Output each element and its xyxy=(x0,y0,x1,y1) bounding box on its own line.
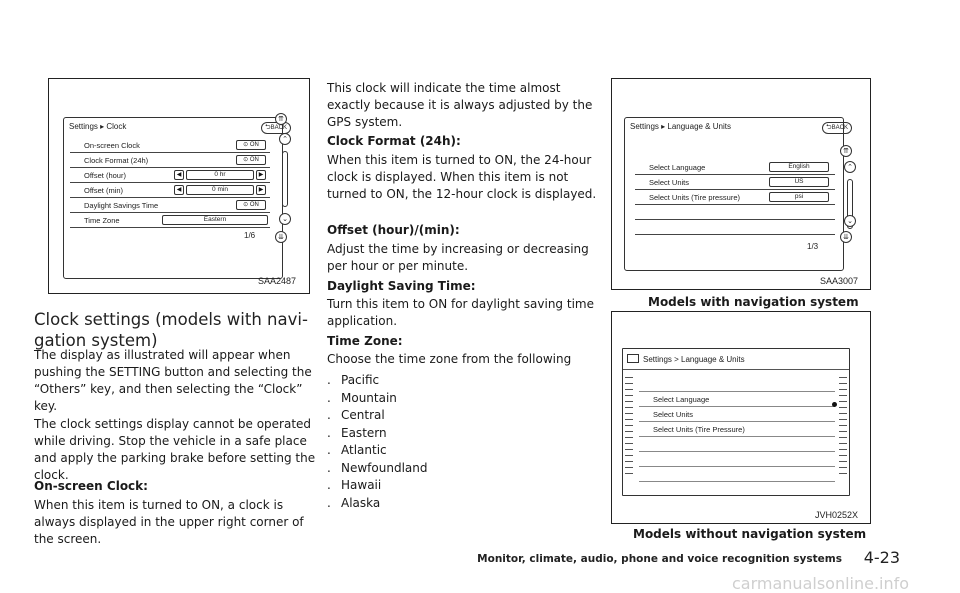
row-daylight-savings[interactable] xyxy=(70,198,270,213)
back-button[interactable]: ⮌BACK xyxy=(822,122,852,134)
clock-format-text: When this item is turned to ON, the 24-hour clock is displayed. When this item is not turned to ON, the 12-hour clock is displayed. xyxy=(327,153,597,201)
back-arrow-icon: ⮌ xyxy=(826,124,832,131)
onscreen-clock-toggle[interactable]: ⊙ ON xyxy=(236,140,266,150)
time-zone-value: Eastern xyxy=(162,215,268,225)
page-number: 4-23 xyxy=(863,548,900,567)
row-label: Time Zone xyxy=(84,216,120,225)
daylight-savings-toggle[interactable]: ⊙ ON xyxy=(236,200,266,210)
row-label: Select Units xyxy=(649,178,690,187)
page-footer xyxy=(460,548,900,570)
clock-format-title: Clock Format (24h): xyxy=(327,134,461,148)
units-value: US xyxy=(769,177,829,187)
figure-code: SAA2487 xyxy=(258,276,297,286)
row-select-tire-units[interactable] xyxy=(635,190,835,205)
scroll-top-icon[interactable]: ⇈ xyxy=(840,145,852,157)
chapter-title: Monitor, climate, audio, phone and voice recognition systems xyxy=(477,553,842,565)
increase-min-button[interactable]: ▶ xyxy=(256,185,266,195)
row-empty xyxy=(635,220,835,235)
warning-paragraph: The clock settings display cannot be operated while driving. Stop the vehicle in a safe place and apply the parking brake before setting the clock. xyxy=(34,417,316,482)
right-scale xyxy=(839,377,847,479)
intro-paragraph: The display as illustrated will appear when pushing the SETTING button and selecting the “Others” key, and then selecting the “Clock” key. xyxy=(34,348,312,413)
back-arrow-icon: ⮌ xyxy=(265,124,271,131)
onscreen-clock-title: On-screen Clock: xyxy=(34,479,148,493)
scroll-bottom-icon[interactable]: ⇊ xyxy=(275,231,287,243)
figure3-caption: Models without navigation system xyxy=(633,527,867,541)
offset-min-value: 0 min xyxy=(186,185,254,195)
figure-code: SAA3007 xyxy=(820,276,859,286)
language-units-screen xyxy=(624,117,848,271)
figure-language-units-no-nav xyxy=(611,311,871,524)
row-clock-format[interactable] xyxy=(70,153,270,168)
row-time-zone[interactable] xyxy=(70,213,270,228)
row-onscreen-clock[interactable] xyxy=(70,138,270,153)
left-scale xyxy=(625,377,633,479)
screen-header: Settings ▸ Language & Units xyxy=(630,122,731,131)
decrease-min-button[interactable]: ◀ xyxy=(174,185,184,195)
list-item: . Alaska xyxy=(327,495,381,510)
row-label: Select Units (Tire pressure) xyxy=(649,193,740,202)
row-select-language[interactable] xyxy=(635,160,835,175)
figure2-caption: Models with navigation system xyxy=(648,295,859,309)
indicator-icon: ⊙ xyxy=(243,142,250,148)
offset-title: Offset (hour)/(min): xyxy=(327,223,460,237)
row-select-units[interactable] xyxy=(639,407,835,422)
row-label: Daylight Savings Time xyxy=(84,201,159,210)
increase-hour-button[interactable]: ▶ xyxy=(256,170,266,180)
gps-paragraph: This clock will indicate the time almost exactly because it is always adjusted by the GPS system. xyxy=(327,81,593,129)
figure-clock-settings xyxy=(48,78,310,294)
daylight-saving-title: Daylight Saving Time: xyxy=(327,279,476,293)
row-label: Select Units (Tire Pressure) xyxy=(653,425,745,434)
row-label: On-screen Clock xyxy=(84,141,140,150)
watermark: carmanualsonline.info xyxy=(732,574,910,593)
row-offset-min[interactable] xyxy=(70,183,270,198)
decrease-hour-button[interactable]: ◀ xyxy=(174,170,184,180)
language-units-screen-no-nav xyxy=(622,348,850,496)
language-value: English xyxy=(769,162,829,172)
list-item: . Hawaii xyxy=(327,478,382,492)
row-empty xyxy=(639,467,835,482)
scroll-bottom-icon[interactable]: ⇊ xyxy=(840,231,852,243)
row-select-language[interactable] xyxy=(639,392,835,407)
list-item: . Atlantic xyxy=(327,443,387,457)
settings-menu-icon xyxy=(627,354,639,363)
figure-code: JVH0252X xyxy=(815,510,859,520)
row-label: Offset (min) xyxy=(84,186,124,195)
scroll-up-icon[interactable]: ⌃ xyxy=(279,133,291,145)
section-heading: Clock settings (models with navi- gation system) xyxy=(34,310,308,350)
clock-settings-screen xyxy=(63,117,287,279)
list-item: . Eastern xyxy=(327,425,387,440)
scroll-down-icon[interactable]: ⌄ xyxy=(279,213,291,225)
scroll-up-icon[interactable]: ⌃ xyxy=(844,161,856,173)
indicator-icon: ⊙ xyxy=(243,157,250,163)
offset-hour-value: 0 hr xyxy=(186,170,254,180)
row-offset-hour[interactable] xyxy=(70,168,270,183)
clock-format-toggle[interactable]: ⊙ ON xyxy=(236,155,266,165)
screen-header: Settings > Language & Units xyxy=(627,354,745,364)
scroll-top-icon[interactable]: ⇈ xyxy=(275,113,287,125)
daylight-saving-text: Turn this item to ON for daylight saving time application. xyxy=(327,297,594,328)
list-item: . Central xyxy=(327,408,385,422)
indicator-icon: ⊙ xyxy=(243,202,250,208)
row-select-units[interactable] xyxy=(635,175,835,190)
row-label: Offset (hour) xyxy=(84,171,126,180)
page-indicator: 1/6 xyxy=(244,231,256,240)
header-divider xyxy=(623,369,849,370)
time-zone-text: Choose the time zone from the following xyxy=(327,352,572,366)
tire-units-value: psi xyxy=(769,192,829,202)
scroll-position-dot-icon xyxy=(832,402,837,407)
row-empty xyxy=(639,452,835,467)
back-button[interactable]: ⮌BACK xyxy=(261,122,291,134)
offset-text: Adjust the time by increasing or decreasing per hour or per minute. xyxy=(327,242,589,273)
row-label: Select Language xyxy=(649,163,706,172)
row-label: Select Language xyxy=(653,395,710,404)
time-zone-list xyxy=(327,372,427,512)
scrollbar[interactable] xyxy=(282,151,288,207)
row-label: Select Units xyxy=(653,410,694,419)
row-empty xyxy=(639,437,835,452)
row-label: Clock Format (24h) xyxy=(84,156,149,165)
list-item: . Newfoundland xyxy=(327,460,428,475)
row-empty xyxy=(635,205,835,220)
figure-language-units-nav xyxy=(611,78,871,290)
row-select-tire-units[interactable] xyxy=(639,422,835,437)
page-indicator: 1/3 xyxy=(807,242,819,251)
scroll-down-icon[interactable]: ⌄ xyxy=(844,215,856,227)
time-zone-title: Time Zone: xyxy=(327,334,403,348)
screen-header: Settings ▸ Clock xyxy=(69,122,127,131)
list-item: . Pacific xyxy=(327,373,380,387)
list-item: . Mountain xyxy=(327,390,397,405)
onscreen-clock-text: When this item is turned to ON, a clock is always displayed in the upper right corner of the screen. xyxy=(34,498,304,546)
row-empty xyxy=(639,377,835,392)
